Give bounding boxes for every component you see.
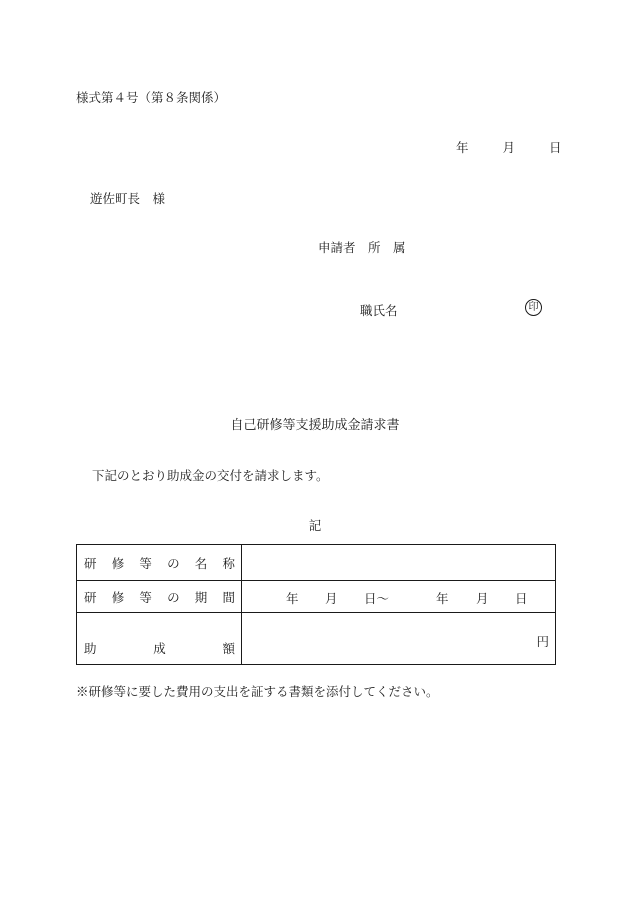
seal-mark: 印 — [525, 299, 542, 316]
applicant-affiliation-label: 申請者 所 属 — [318, 240, 406, 255]
training-period-field[interactable] — [242, 581, 556, 613]
period-start-month: 月 — [325, 591, 338, 606]
document-title: 自己研修等支援助成金請求書 — [230, 418, 400, 433]
yen-unit: 円 — [536, 634, 549, 649]
period-start-day: 日～ — [364, 591, 390, 606]
attachment-note: ※研修等に要した費用の支出を証する書類を添付してください。 — [76, 684, 439, 699]
training-name-field[interactable] — [242, 545, 556, 581]
date-line — [456, 138, 561, 156]
date-month: 月 — [502, 140, 515, 155]
table-row-name — [77, 545, 556, 581]
period-end-day: 日 — [515, 591, 528, 606]
addressee: 遊佐町長 様 — [90, 191, 166, 206]
period-end-month: 月 — [476, 591, 489, 606]
label-grant-amount: 助 成 額 — [77, 613, 242, 665]
applicant-name-label: 職氏名 — [360, 303, 398, 318]
grant-amount-field[interactable] — [242, 613, 556, 665]
label-training-period: 研 修 等 の 期 間 — [77, 581, 242, 613]
intro-text: 下記のとおり助成金の交付を請求します。 — [92, 468, 329, 483]
period-start-year: 年 — [286, 591, 299, 606]
request-table — [76, 544, 556, 665]
form-number: 様式第４号（第８条関係） — [76, 90, 227, 105]
table-row-amount — [77, 613, 556, 665]
date-day: 日 — [548, 140, 562, 155]
table-row-period — [77, 581, 556, 613]
label-training-name: 研 修 等 の 名 称 — [77, 545, 242, 581]
ki-heading: 記 — [308, 518, 322, 533]
date-year: 年 — [456, 140, 469, 155]
period-end-year: 年 — [436, 591, 449, 606]
